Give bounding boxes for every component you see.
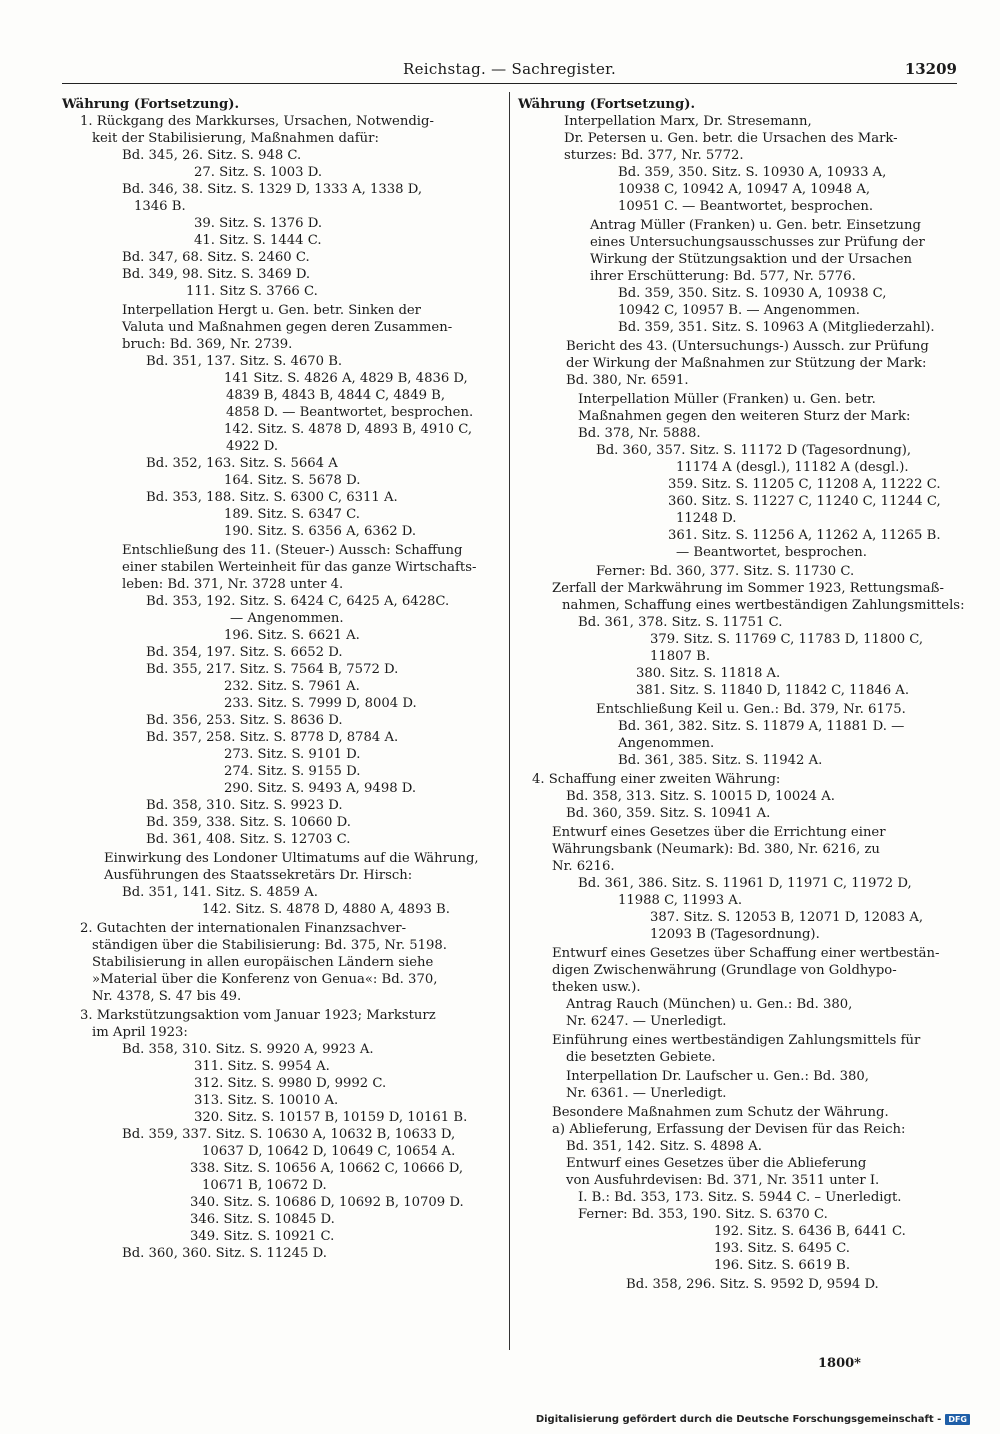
index-entry: eines Untersuchungsausschusses zur Prüfung der bbox=[590, 235, 925, 250]
index-entry: Ferner: Bd. 360, 377. Sitz. S. 11730 C. bbox=[596, 564, 855, 579]
index-entry: einer stabilen Werteinheit für das ganze Wirtschafts- bbox=[122, 560, 477, 575]
index-entry: 11248 D. bbox=[676, 511, 737, 526]
index-entry: Dr. Petersen u. Gen. betr. die Ursachen des Mark- bbox=[564, 131, 898, 146]
dfg-logo-icon: DFG bbox=[945, 1414, 970, 1425]
index-entry: theken usw.). bbox=[552, 980, 641, 995]
index-entry: Bd. 346, 38. Sitz. S. 1329 D, 1333 A, 1338 D, bbox=[122, 182, 423, 197]
index-entry: Nr. 6361. — Unerledigt. bbox=[566, 1086, 727, 1101]
index-entry: Bd. 349, 98. Sitz. S. 3469 D. bbox=[122, 267, 311, 282]
index-entry: Entschließung Keil u. Gen.: Bd. 379, Nr. 6175. bbox=[596, 702, 906, 717]
index-entry: 381. Sitz. S. 11840 D, 11842 C, 11846 A. bbox=[636, 683, 910, 698]
index-entry: 338. Sitz. S. 10656 A, 10662 C, 10666 D, bbox=[190, 1161, 464, 1176]
index-entry: 10637 D, 10642 D, 10649 C, 10654 A. bbox=[202, 1144, 456, 1159]
index-entry: 380. Sitz. S. 11818 A. bbox=[636, 666, 781, 681]
index-entry: Interpellation Marx, Dr. Stresemann, bbox=[564, 114, 812, 129]
index-entry: Währungsbank (Neumark): Bd. 380, Nr. 6216, zu bbox=[552, 842, 880, 857]
index-entry: Bd. 361, 408. Sitz. S. 12703 C. bbox=[146, 832, 351, 847]
index-entry: Bd. 351, 141. Sitz. S. 4859 A. bbox=[122, 885, 318, 900]
index-entry: 10951 C. — Beantwortet, besprochen. bbox=[618, 199, 874, 214]
index-entry: 193. Sitz. S. 6495 C. bbox=[714, 1241, 850, 1256]
index-entry: Einwirkung des Londoner Ultimatums auf die Währung, bbox=[104, 851, 479, 866]
index-entry: 360. Sitz. S. 11227 C, 11240 C, 11244 C, bbox=[668, 494, 941, 509]
index-entry: 196. Sitz. S. 6619 B. bbox=[714, 1258, 851, 1273]
index-entry: Bd. 345, 26. Sitz. S. 948 C. bbox=[122, 148, 302, 163]
index-entry: der Wirkung der Maßnahmen zur Stützung der Mark: bbox=[566, 356, 927, 371]
index-entry: Bd. 359, 338. Sitz. S. 10660 D. bbox=[146, 815, 351, 830]
index-entry: Bd. 359, 350. Sitz. S. 10930 A, 10933 A, bbox=[618, 165, 887, 180]
index-entry: Einführung eines wertbeständigen Zahlungsmittels für bbox=[552, 1033, 921, 1048]
header-rule bbox=[62, 83, 957, 84]
index-entry: Bd. 380, Nr. 6591. bbox=[566, 373, 689, 388]
index-entry: 290. Sitz. S. 9493 A, 9498 D. bbox=[224, 781, 417, 796]
index-entry: 346. Sitz. S. 10845 D. bbox=[190, 1212, 335, 1227]
signature-number: 1800* bbox=[818, 1356, 861, 1371]
index-entry: 39. Sitz. S. 1376 D. bbox=[194, 216, 323, 231]
index-entry: 27. Sitz. S. 1003 D. bbox=[194, 165, 323, 180]
index-entry: Ferner: Bd. 353, 190. Sitz. S. 6370 C. bbox=[578, 1207, 828, 1222]
index-entry: 311. Sitz. S. 9954 A. bbox=[194, 1059, 330, 1074]
index-entry: 232. Sitz. S. 7961 A. bbox=[224, 679, 360, 694]
index-entry: im April 1923: bbox=[92, 1025, 188, 1040]
index-entry: 11174 A (desgl.), 11182 A (desgl.). bbox=[676, 460, 909, 475]
index-entry: Bd. 351, 137. Sitz. S. 4670 B. bbox=[146, 354, 343, 369]
index-entry: Bd. 357, 258. Sitz. S. 8778 D, 8784 A. bbox=[146, 730, 399, 745]
index-entry: von Ausfuhrdevisen: Bd. 371, Nr. 3511 unter I. bbox=[566, 1173, 880, 1188]
index-entry: Bd. 359, 351. Sitz. S. 10963 A (Mitgliederzahl). bbox=[618, 320, 935, 335]
index-entry: Bd. 360, 357. Sitz. S. 11172 D (Tagesordnung), bbox=[596, 443, 912, 458]
index-entry: Bd. 360, 360. Sitz. S. 11245 D. bbox=[122, 1246, 327, 1261]
index-entry: »Material über die Konferenz von Genua«: Bd. 370, bbox=[92, 972, 438, 987]
index-entry: 142. Sitz. S. 4878 D, 4893 B, 4910 C, bbox=[224, 422, 473, 437]
index-entry: nahmen, Schaffung eines wertbeständigen Zahlungsmittels: bbox=[562, 598, 965, 613]
index-entry: 359. Sitz. S. 11205 C, 11208 A, 11222 C. bbox=[668, 477, 941, 492]
index-entry: Entwurf eines Gesetzes über die Errichtung einer bbox=[552, 825, 886, 840]
index-entry: Bd. 351, 142. Sitz. S. 4898 A. bbox=[566, 1139, 762, 1154]
index-entry: 387. Sitz. S. 12053 B, 12071 D, 12083 A, bbox=[650, 910, 924, 925]
index-entry: Angenommen. bbox=[618, 736, 715, 751]
index-entry: 11988 C, 11993 A. bbox=[618, 893, 743, 908]
index-entry: Bd. 378, Nr. 5888. bbox=[578, 426, 701, 441]
index-entry: Bd. 353, 192. Sitz. S. 6424 C, 6425 A, 6428C. bbox=[146, 594, 450, 609]
index-entry: 192. Sitz. S. 6436 B, 6441 C. bbox=[714, 1224, 906, 1239]
index-entry: Nr. 6216. bbox=[552, 859, 615, 874]
digitization-credit bbox=[536, 1414, 970, 1425]
index-entry: ihrer Erschütterung: Bd. 577, Nr. 5776. bbox=[590, 269, 856, 284]
index-entry: Bd. 358, 313. Sitz. S. 10015 D, 10024 A. bbox=[566, 789, 835, 804]
index-entry: 1346 B. bbox=[134, 199, 186, 214]
index-entry: 2. Gutachten der internationalen Finanzsachver- bbox=[80, 921, 407, 936]
index-entry: Bd. 359, 337. Sitz. S. 10630 A, 10632 B, 10633 D, bbox=[122, 1127, 456, 1142]
index-entry: I. B.: Bd. 353, 173. Sitz. S. 5944 C. – Unerledigt. bbox=[578, 1190, 902, 1205]
index-entry: 3. Markstützungsaktion vom Januar 1923; Marksturz bbox=[80, 1008, 436, 1023]
index-entry: 379. Sitz. S. 11769 C, 11783 D, 11800 C, bbox=[650, 632, 924, 647]
index-entry: digen Zwischenwährung (Grundlage von Goldhypo- bbox=[552, 963, 897, 978]
page-number: 13209 bbox=[904, 60, 957, 78]
index-entry: Bd. 361, 382. Sitz. S. 11879 A, 11881 D. — bbox=[618, 719, 905, 734]
index-entry: 10671 B, 10672 D. bbox=[202, 1178, 327, 1193]
index-entry: 1. Rückgang des Markkurses, Ursachen, Notwendig- bbox=[80, 114, 434, 129]
index-entry: 10938 C, 10942 A, 10947 A, 10948 A, bbox=[618, 182, 871, 197]
index-entry: Bd. 355, 217. Sitz. S. 7564 B, 7572 D. bbox=[146, 662, 399, 677]
index-entry: Entschließung des 11. (Steuer-) Aussch: Schaffung bbox=[122, 543, 463, 558]
index-entry: Bd. 354, 197. Sitz. S. 6652 D. bbox=[146, 645, 343, 660]
index-entry: 312. Sitz. S. 9980 D, 9992 C. bbox=[194, 1076, 387, 1091]
index-entry: Bd. 359, 350. Sitz. S. 10930 A, 10938 C, bbox=[618, 286, 887, 301]
page-header bbox=[62, 60, 957, 82]
index-entry: Entwurf eines Gesetzes über die Ablieferung bbox=[566, 1156, 867, 1171]
index-entry: 12093 B (Tagesordnung). bbox=[650, 927, 820, 942]
index-entry: bruch: Bd. 369, Nr. 2739. bbox=[122, 337, 293, 352]
index-entry: 4858 D. — Beantwortet, besprochen. bbox=[226, 405, 474, 420]
index-entry: 4839 B, 4843 B, 4844 C, 4849 B, bbox=[226, 388, 446, 403]
index-entry: 320. Sitz. S. 10157 B, 10159 D, 10161 B. bbox=[194, 1110, 468, 1125]
index-entry: 11807 B. bbox=[650, 649, 711, 664]
index-entry: Bd. 347, 68. Sitz. S. 2460 C. bbox=[122, 250, 310, 265]
index-entry: 142. Sitz. S. 4878 D, 4880 A, 4893 B. bbox=[202, 902, 450, 917]
index-entry: Entwurf eines Gesetzes über Schaffung einer wertbestän- bbox=[552, 946, 940, 961]
index-entry: Bd. 361, 386. Sitz. S. 11961 D, 11971 C, 11972 D, bbox=[578, 876, 912, 891]
index-entry: Bd. 358, 310. Sitz. S. 9920 A, 9923 A. bbox=[122, 1042, 374, 1057]
index-entry: a) Ablieferung, Erfassung der Devisen für das Reich: bbox=[552, 1122, 906, 1137]
section-heading: Währung (Fortsetzung). bbox=[518, 97, 696, 112]
index-entry: 141 Sitz. S. 4826 A, 4829 B, 4836 D, bbox=[224, 371, 468, 386]
index-entry: 111. Sitz S. 3766 C. bbox=[186, 284, 318, 299]
index-entry: Bd. 360, 359. Sitz. S. 10941 A. bbox=[566, 806, 771, 821]
index-entry: Interpellation Dr. Laufscher u. Gen.: Bd. 380, bbox=[566, 1069, 869, 1084]
index-entry: Bericht des 43. (Untersuchungs-) Aussch. zur Prüfung bbox=[566, 339, 929, 354]
index-entry: 274. Sitz. S. 9155 D. bbox=[224, 764, 361, 779]
index-entry: 10942 C, 10957 B. — Angenommen. bbox=[618, 303, 860, 318]
index-entry: Stabilisierung in allen europäischen Ländern siehe bbox=[92, 955, 434, 970]
index-entry: leben: Bd. 371, Nr. 3728 unter 4. bbox=[122, 577, 344, 592]
index-entry: Zerfall der Markwährung im Sommer 1923, Rettungsmaß- bbox=[552, 581, 944, 596]
index-entry: die besetzten Gebiete. bbox=[566, 1050, 716, 1065]
index-entry: keit der Stabilisierung, Maßnahmen dafür: bbox=[92, 131, 379, 146]
index-entry: Bd. 361, 385. Sitz. S. 11942 A. bbox=[618, 753, 823, 768]
running-title: Reichstag. — Sachregister. bbox=[402, 60, 617, 78]
index-entry: 340. Sitz. S. 10686 D, 10692 B, 10709 D. bbox=[190, 1195, 464, 1210]
index-entry: 4922 D. bbox=[226, 439, 279, 454]
index-entry: 349. Sitz. S. 10921 C. bbox=[190, 1229, 335, 1244]
index-entry: 361. Sitz. S. 11256 A, 11262 A, 11265 B. bbox=[668, 528, 941, 543]
column-divider bbox=[509, 92, 510, 1350]
index-entry: Nr. 6247. — Unerledigt. bbox=[566, 1014, 727, 1029]
index-entry: Bd. 352, 163. Sitz. S. 5664 A bbox=[146, 456, 338, 471]
index-entry: 313. Sitz. S. 10010 A. bbox=[194, 1093, 339, 1108]
index-entry: Bd. 356, 253. Sitz. S. 8636 D. bbox=[146, 713, 343, 728]
index-entry: Bd. 361, 378. Sitz. S. 11751 C. bbox=[578, 615, 783, 630]
index-entry: 41. Sitz. S. 1444 C. bbox=[194, 233, 322, 248]
index-entry: ständigen über die Stabilisierung: Bd. 375, Nr. 5198. bbox=[92, 938, 447, 953]
index-entry: Antrag Rauch (München) u. Gen.: Bd. 380, bbox=[566, 997, 853, 1012]
index-entry: Interpellation Hergt u. Gen. betr. Sinken der bbox=[122, 303, 421, 318]
index-entry: Wirkung der Stützungsaktion und der Ursachen bbox=[590, 252, 913, 267]
index-entry: sturzes: Bd. 377, Nr. 5772. bbox=[564, 148, 744, 163]
index-entry: — Angenommen. bbox=[230, 611, 344, 626]
index-entry: Ausführungen des Staatssekretärs Dr. Hirsch: bbox=[104, 868, 413, 883]
index-entry: Bd. 358, 310. Sitz. S. 9923 D. bbox=[146, 798, 343, 813]
index-entry: Interpellation Müller (Franken) u. Gen. betr. bbox=[578, 392, 876, 407]
index-entry: Maßnahmen gegen den weiteren Sturz der Mark: bbox=[578, 409, 911, 424]
index-entry: Antrag Müller (Franken) u. Gen. betr. Einsetzung bbox=[590, 218, 921, 233]
index-entry: 190. Sitz. S. 6356 A, 6362 D. bbox=[224, 524, 417, 539]
index-entry: 4. Schaffung einer zweiten Währung: bbox=[532, 772, 781, 787]
index-entry: Nr. 4378, S. 47 bis 49. bbox=[92, 989, 242, 1004]
index-entry: 189. Sitz. S. 6347 C. bbox=[224, 507, 360, 522]
index-entry: — Beantwortet, besprochen. bbox=[676, 545, 867, 560]
index-entry: Bd. 358, 296. Sitz. S. 9592 D, 9594 D. bbox=[626, 1277, 879, 1292]
index-entry: Valuta und Maßnahmen gegen deren Zusammen- bbox=[122, 320, 453, 335]
index-entry: 196. Sitz. S. 6621 A. bbox=[224, 628, 360, 643]
index-entry: Besondere Maßnahmen zum Schutz der Währung. bbox=[552, 1105, 889, 1120]
index-entry: 233. Sitz. S. 7999 D, 8004 D. bbox=[224, 696, 417, 711]
index-entry: 164. Sitz. S. 5678 D. bbox=[224, 473, 361, 488]
index-entry: Bd. 353, 188. Sitz. S. 6300 C, 6311 A. bbox=[146, 490, 398, 505]
index-entry: 273. Sitz. S. 9101 D. bbox=[224, 747, 361, 762]
section-heading: Währung (Fortsetzung). bbox=[62, 97, 240, 112]
credit-text: Digitalisierung gefördert durch die Deutsche Forschungsgemeinschaft - bbox=[535, 1414, 942, 1425]
